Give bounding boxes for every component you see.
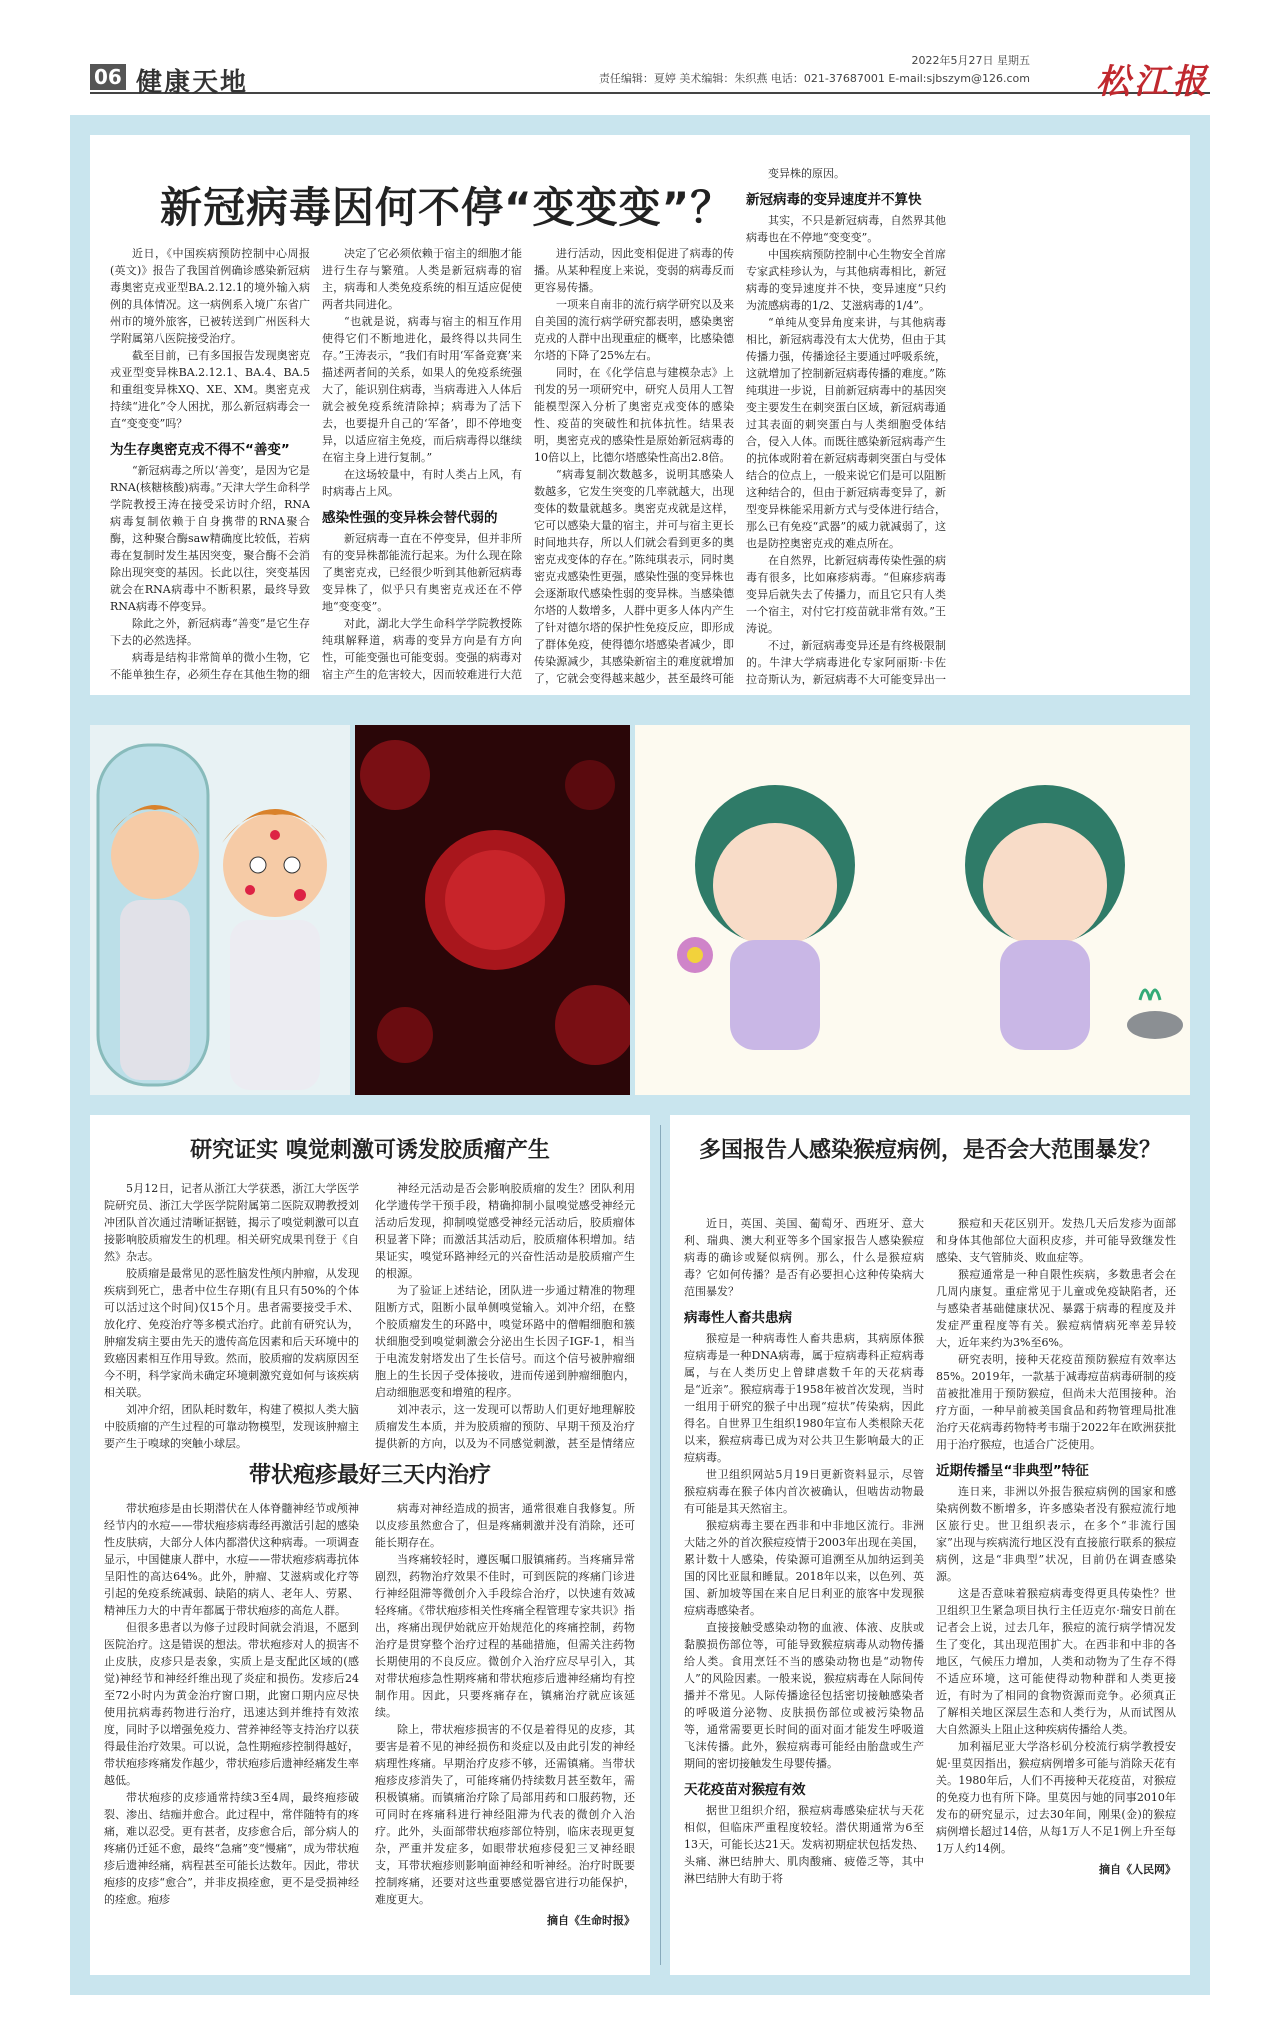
article-column — [375, 1500, 635, 1965]
content-panel — [70, 115, 1210, 1995]
paragraph: 刘冲表示，这一发现可以帮助人们更好地理解胶质瘤发生本质，并为胶质瘤的预防、早期干预及治疗提供新的方向，以及为不同感觉刺激，甚至是情绪应 — [375, 1403, 635, 1450]
issue-date: 2022年5月27日 星期五 — [911, 54, 1030, 67]
paragraph: 同时，在《化学信息与建模杂志》上刊发的另一项研究中，研究人员用人工智能模型深入分析了奥密克戎变体的感染性、疫苗的突破性和抗体抗性。结果表明，奥密克戎的感染性是原始新冠病毒的10倍以上，比德尔塔感染性高出2.8倍。 — [534, 366, 734, 464]
source-credit: 摘自《生命时报》 — [547, 1914, 635, 1927]
article-column — [104, 1500, 359, 1965]
paragraph: 研究表明，接种天花疫苗预防猴痘有效率达85%。2019年，一款基于减毒痘苗病毒研制的疫苗被批准用于预防猴痘，但尚未大范围接种。治疗方面，一种早前被美国食品和药物管理局批准治疗天花病毒药物特考韦瑞于2022年在欧洲获批用于治疗猴痘，也适合广泛使用。 — [936, 1353, 1176, 1451]
article-covid — [90, 135, 1190, 695]
paragraph: “单纯从变异角度来讲，与其他病毒相比，新冠病毒没有太大优势，但由于其传播力强，传播途径主要通过呼吸系统，这就增加了控制新冠病毒传播的难度。”陈纯琪进一步说，目前新冠病毒中的基因突变主要发生在刺突蛋白区域，新冠病毒通过其表面的刺突蛋白与人类细胞受体结合，侵入人体。而既往感染新冠病毒产生的抗体或附着在新冠病毒刺突蛋白与受体结合的位点上，一般来说它们是可以阻断这种结合的，但由于新冠病毒变异了，新型变异株能采用新方式与受体进行结合，那么已有免疫“武器”的威力就减弱了，这也是防控奥密克戎的难点所在。 — [746, 316, 946, 550]
paragraph: 据世卫组织介绍，猴痘病毒感染症状与天花相似，但临床严重程度较轻。潜伏期通常为6至13天，可能长达21天。发病初期症状包括发热、头痛、淋巴结肿大、肌肉酸痛、疲倦乏等，其中淋巴结肿大有助于将 — [684, 1804, 924, 1885]
paragraph: 猴痘是一种病毒性人畜共患病，其病原体猴痘病毒是一种DNA病毒，属于痘病毒科正痘病毒属，与在人类历史上曾肆虐数千年的天花病毒是“近亲”。猴痘病毒于1958年被首次发现，当时一组用于研究的猴子中出现“痘状”传染病，因此得名。自世界卫生组织1980年宣布人类根除天花以来，猴痘病毒已成为对公共卫生影响最大的正痘病毒。 — [684, 1332, 924, 1464]
paragraph: 进行活动，因此变相促进了病毒的传播。从某种程度上来说，变弱的病毒反而更容易传播。 — [534, 247, 734, 294]
paragraph: “也就是说，病毒与宿主的相互作用使得它们不断地进化，最终得以共同生存。”王涛表示，“我们有时用‘军备竞赛’来描述两者间的关系，如果人的免疫系统强大了，能识别住病毒，当病毒进入人体后就会被免疫系统清除掉；病毒为了活下去，也要提升自己的‘军备’，即不停地变异，以适应宿主免疫，而后病毒得以继续在宿主身上进行复制。” — [322, 315, 522, 464]
article-title: 带状疱疹最好三天内治疗 — [248, 1462, 491, 1488]
red-virus-illustration — [355, 725, 630, 1095]
paragraph: 决定了它必须依赖于宿主的细胞才能进行生存与繁殖。人类是新冠病毒的宿主，病毒和人类免疫系统的相互适应促使两者共同进化。 — [322, 247, 522, 311]
paragraph: 连日来，非洲以外报告猴痘病例的国家和感染病例数不断增多，许多感染者没有猴痘流行地区旅行史。世卫组织表示，在多个“非流行国家”出现与疾病流行地区没有直接旅行联系的猴痘病例，这是“非典型”状况，目前仍在调查感染源。 — [936, 1485, 1176, 1583]
page-number: 06 — [90, 64, 126, 90]
page-header — [90, 54, 1210, 102]
paragraph: 带状疱疹的皮疹通常持续3至4周，最终疱疹破裂、渗出、结痂并愈合。此过程中，常伴随特有的疼痛，难以忍受。更有甚者，皮疹愈合后，部分病人的疼痛仍迁延不愈，最终“急痛”变“慢痛”，成为带状疱疹后遗神经痛，病程甚至可能长达数年。因此，带状疱疹的皮疹“愈合”，并非皮损痊愈，更不是受损神经的痊愈。疱疹 — [104, 1791, 359, 1906]
section-title: 健康天地 — [136, 68, 249, 98]
paragraph: 猴痘和天花区别开。发热几天后发疹为面部和身体其他部位大面积皮疹，并可能导致继发性感染、支气管肺炎、败血症等。 — [936, 1217, 1176, 1264]
source-credit: 摘自《人民网》 — [1099, 1863, 1176, 1876]
column-divider — [660, 1125, 661, 1965]
left-articles — [90, 1115, 650, 1975]
right-article — [670, 1115, 1190, 1975]
paragraph: 刘冲介绍，团队耗时数年，构建了模拟人类大脑中胶质瘤的产生过程的可靠动物模型，发现该肿瘤主要产生于嗅球的突触小球层。 — [104, 1403, 359, 1450]
paragraph: 病毒对神经造成的损害，通常很难自我修复。所以皮疹虽然愈合了，但是疼痛刺激并没有消除，还可能长期存在。 — [375, 1502, 635, 1549]
paragraph: 新冠病毒一直在不停变异，但并非所有的变异株都能流行起来。为什么现在除了奥密克戎，已经很少听到其他新冠病毒变异株了，似乎只有奥密克戎还在不停地“变变变”。 — [322, 532, 522, 613]
article-column — [322, 245, 522, 685]
paragraph: 中国疾病预防控制中心生物安全首席专家武桂珍认为，与其他病毒相比，新冠病毒的变异速度并不快，变异速度“只约为流感病毒的1/2、艾滋病毒的1/4”。 — [746, 248, 946, 312]
paragraph: 病毒是结构非常简单的微小生物，它不能单独生存，必须生存在其他生物的细 — [110, 651, 310, 681]
article-title: 研究证实 嗅觉刺激可诱发胶质瘤产生 — [190, 1137, 550, 1163]
paragraph: 对此，湖北大学生命科学学院教授陈纯琪解释道，病毒的变异方向是有方向性，可能变强也可能变弱。变强的病毒对宿主产生的危害较大，因而较难进行大范 — [322, 617, 522, 681]
article-column — [534, 245, 734, 685]
paragraph: 在自然界，比新冠病毒传染性强的病毒有很多，比如麻疹病毒。“但麻疹病毒变异后就失去了传播力，而且它只有人类一个宿主，对付它打疫苗就非常有效。”王涛说。 — [746, 554, 946, 635]
subheading: 新冠病毒的变异速度并不算快 — [746, 192, 922, 208]
paragraph: 但很多患者以为修子过段时间就会消退，不愿到医院治疗。这是错误的想法。带状疱疹对人的损害不止皮肤，皮疹只是表象，实质上是支配此区域的(感觉)神经节和神经纤维出现了炎症和损伤。发疹后24至72小时内为黄金治疗窗口期，此窗口期内应尽快使用抗病毒药物进行治疗，迅速达到并维持有效浓度，同时予以增强免疫力、营养神经等支持治疗以获得最佳治疗效果。可以说，急性期疱疹控制得越好，带状疱疹疼痛发作越少，带状疱疹后遗神经痛发生率越低。 — [104, 1621, 359, 1787]
paragraph: 近日，英国、美国、葡萄牙、西班牙、意大利、瑞典、澳大利亚等多个国家报告人感染猴痘病毒的确诊或疑似病例。那么，什么是猴痘病毒？它如何传播？是否有必要担心这种传染病大范围暴发？ — [684, 1217, 924, 1298]
paragraph: 猴痘病毒主要在西非和中非地区流行。非洲大陆之外的首次猴痘疫情于2003年出现在美国，累计数十人感染，传染源可追溯至从加纳运到美国的冈比亚鼠和睡鼠。2018年以来，以色列、英国、新加坡等国在来自尼日利亚的旅客中发现猴痘病毒感染者。 — [684, 1519, 924, 1617]
editor-credits: 责任编辑：夏婷 美术编辑：朱织燕 电话：021-37687001 E-mail:sjbszym@126.com — [598, 72, 1030, 85]
paragraph: 这是否意味着猴痘病毒变得更具传染性？世卫组织卫生紧急项目执行主任迈克尔·瑞安日前在记者会上说，过去几年，猴痘的流行病学情况发生了变化，其出现范围扩大。在西非和中非的各地区，气候压力增加，人类和动物为了生存不得不适应环境，这可能使得动物种群和人类更接近，有时为了相同的食物资源而竞争。必须真正了解相关地区深层生态和人类行为，从而试图从大自然源头上阻止这种疾病传播给人类。 — [936, 1587, 1176, 1736]
paragraph: 神经元活动是否会影响胶质瘤的发生？团队利用化学遗传学干预手段，精确抑制小鼠嗅觉感受神经元活动后发现，抑制嗅觉感受神经元活动后，胶质瘤体积显著下降；而激活其活动后，胶质瘤体积增加。结果证实，嗅觉环路神经元的兴奋性活动是胶质瘤产生的根源。 — [375, 1182, 635, 1280]
paragraph: 近日，《中国疾病预防控制中心周报(英文)》报告了我国首例确诊感染新冠病毒奥密克戎亚型BA.2.12.1的境外输入病例的具体情况。这一病例系入境广东省广州市的境外旅客，已被转送到广州医科大学附属第八医院接受治疗。 — [110, 247, 310, 345]
paragraph: 在这场较量中，有时人类占上风，有时病毒占上风。 — [322, 468, 522, 498]
paragraph: 变异株的原因。 — [768, 167, 845, 180]
subheading: 近期传播呈“非典型”特征 — [936, 1463, 1089, 1479]
paragraph: 除上，带状疱疹损害的不仅是着得见的皮疹，其要害是着不见的神经损伤和炎症以及由此引发的神经病理性疼痛。早期治疗皮疹不够，还需镇痛。当带状疱疹皮疹消失了，可能疼痛仍持续数月甚至数年，需积极镇痛。而镇痛治疗除了局部用药和口服药物，还可同时在疼痛科进行神经阻滞为代表的微创介入治疗。此外，头面部带状疱疹部位特别，临床表现更复杂，严重并发症多，如眼带状疱疹侵犯三叉神经眼支，耳带状疱疹则影响面神经和听神经。治疗时既要控制疼痛，还要对这些重要感觉器官进行功能保护，难度更大。 — [375, 1723, 635, 1906]
paragraph: “病毒复制次数越多，说明其感染人数越多，它发生突变的几率就越大，出现变体的数量就越多。奥密克戎就是这样，它可以感染大量的宿主，并可与宿主更长时间地共存，所以人们就会看到更多的奥密克戎变体的存在。”陈纯琪表示，同时奥密克戎感染性更强，感染性强的变异株也会逐渐取代感染性弱的变异株。当感染德尔塔的人数增多，人群中更多人体内产生了针对德尔塔的保护性免疫反应，即形成了群体免疫，使得德尔塔感染者减少，即传染源减少，其感染新宿主的难度就增加了，它就会变得越来越少，甚至最终可能 — [534, 468, 734, 685]
paragraph: 为了验证上述结论，团队进一步通过精准的物理阻断方式，阻断小鼠单侧嗅觉输入。刘冲介绍，在整个胶质瘤发生的环路中，嗅觉环路中的僧帽细胞和簇状细胞受到嗅觉刺激会分泌出生长因子IGF-1，相当于电流发射塔发出了生长信号。而这个信号被肿瘤细胞上的生长因子受体接收，进而传递到肿瘤细胞内，启动细胞恶变和增殖的程序。 — [375, 1284, 635, 1399]
paragraph: 其实，不只是新冠病毒，自然界其他病毒也在不停地“变变变”。 — [746, 214, 946, 244]
paragraph: 带状疱疹是由长期潜伏在人体脊髓神经节或颅神经节内的水痘——带状疱疹病毒经再激活引起的感染性皮肤病，大部分人体内都潜伏这种病毒。一项调查显示，中国健康人群中，水痘——带状疱疹病毒抗体呈阳性的高达64%。此外，肿瘤、艾滋病或化疗等引起的免疫系统减弱、缺陷的病人、老年人、劳累、精神压力大的中青年都属于带状疱疹的高危人群。 — [104, 1502, 359, 1617]
paragraph: 胶质瘤是最常见的恶性脑发性颅内肿瘤，从发现疾病到死亡，患者中位生存期(有且只有50%的个体可以活过这个时间)仅15个月。患者需要接受手术、放化疗、免疫治疗等多模式治疗。此前有研究认为，肿瘤发病主要由先天的遗传高危因素和后天环境中的致癌因素相互作用导致。然而，胶质瘤的发病原因至今不明，科学家尚未确定环境刺激究竟如何与该疾病相关联。 — [104, 1267, 359, 1399]
article-column — [936, 1215, 1176, 1965]
article-column — [110, 245, 310, 685]
paragraph: 加利福尼亚大学洛杉矶分校流行病学教授安妮·里莫因指出，猴痘病例增多可能与消除天花有关。1980年后，人们不再接种天花疫苗，对猴痘的免疫力也有所下降。里莫因与她的同事2010年发布的研究显示，过去30年间，刚果(金)的猴痘病例增长超过14倍，从每1万人不足1例上升至每1万人约14例。 — [936, 1740, 1176, 1855]
article-column — [375, 1180, 635, 1450]
paragraph: “新冠病毒之所以‘善变’，是因为它是RNA(核糖核酸)病毒。”天津大学生命科学学院教授王涛在接受采访时介绍，RNA病毒复制依赖于自身携带的RNA聚合酶，这种聚合酶saw精确度比较低，若病毒在复制时发生基因突变，聚合酶不会消除出现突变的基因。长此以往，突变基因就会在RNA病毒中不断积累，最终导致RNA病毒不停变异。 — [110, 464, 310, 613]
article-column — [684, 1215, 924, 1965]
subheading: 病毒性人畜共患病 — [684, 1310, 792, 1326]
paragraph: 5月12日，记者从浙江大学获悉，浙江大学医学院研究员、浙江大学医学院附属第二医院双聘教授刘冲团队首次通过清晰证据链，揭示了嗅觉刺激可以直接影响胶质瘤发生的机理。相关研究成果刊登于《自然》杂志。 — [104, 1182, 359, 1263]
subheading: 天花疫苗对猴痘有效 — [684, 1782, 806, 1798]
newspaper-logo: 松江报 — [1096, 62, 1210, 102]
paragraph: 不过，新冠病毒变异还是有终极限制的。牛津大学病毒进化专家阿丽斯·卡佐拉奇斯认为，新冠病毒不大可能变异出一 — [746, 639, 946, 685]
article-column — [104, 1180, 359, 1450]
subheading: 为生存奥密克戎不得不“善变” — [110, 442, 290, 458]
cartoon-girls-illustration — [635, 725, 1190, 1095]
article-title: 新冠病毒因何不停“变变变”？ — [160, 183, 734, 232]
paragraph: 除此之外，新冠病毒“善变”是它生存下去的必然选择。 — [110, 617, 310, 647]
paragraph: 一项来自南非的流行病学研究以及来自美国的流行病学研究都表明，感染奥密克戎的人群中出现重症的概率，比感染德尔塔的下降了25%左右。 — [534, 298, 734, 362]
article-column — [746, 165, 946, 685]
paragraph: 当疼痛较轻时，遵医嘱口服镇痛药。当疼痛异常剧烈，药物治疗效果不佳时，可到医院的疼痛门诊进行神经阻滞等微创介入手段综合治疗，以快速有效减轻疼痛。《带状疱疹相关性疼痛全程管理专家共识》指出，疼痛出现伊始就应开始规范化的疼痛控制，药物治疗是贯穿整个治疗过程的基础措施，但需关注药物长期使用的不良反应。微创介入治疗应尽早引入，其对带状疱疹急性期疼痛和带状疱疹后遗神经痛均有控制作用。因此，只要疼痛存在，镇痛治疗就应该延续。 — [375, 1553, 635, 1719]
paragraph: 世卫组织网站5月19日更新资料显示，尽管猴痘病毒在猴子体内首次被确认，但啮齿动物最有可能是其天然宿主。 — [684, 1468, 924, 1515]
article-title: 多国报告人感染猴痘病例，是否会大范围暴发？ — [698, 1137, 1161, 1163]
paragraph: 猴痘通常是一种自限性疾病，多数患者会在几周内康复。重症常见于儿童或免疫缺陷者，还与感染者基础健康状况、暴露于病毒的程度及并发症严重程度等有关。猴痘病情病死率差异较大，近年来约为3%至6%。 — [936, 1268, 1176, 1349]
boy-acne-illustration — [90, 725, 350, 1095]
paragraph: 截至目前，已有多国报告发现奥密克戎亚型变异株BA.2.12.1、BA.4、BA.5和重组变异株XQ、XE、XM。奥密克戎持续“进化”令人困扰，那么新冠病毒会一直“变变变”吗？ — [110, 349, 310, 430]
paragraph: 直接接触受感染动物的血液、体液、皮肤或黏膜损伤部位等，可能导致猴痘病毒从动物传播给人类。食用烹饪不当的感染动物也是“动物传人”的风险因素。一般来说，猴痘病毒在人际间传播并不常见。人际传播途径包括密切接触感染者的呼吸道分泌物、皮肤损伤部位或被污染物品等，通常需要更长时间的面对面才能发生呼吸道飞沫传播。此外，猴痘病毒可能经由胎盘或生产期间的密切接触发生母婴传播。 — [684, 1621, 924, 1770]
subheading: 感染性强的变异株会替代弱的 — [322, 510, 498, 526]
